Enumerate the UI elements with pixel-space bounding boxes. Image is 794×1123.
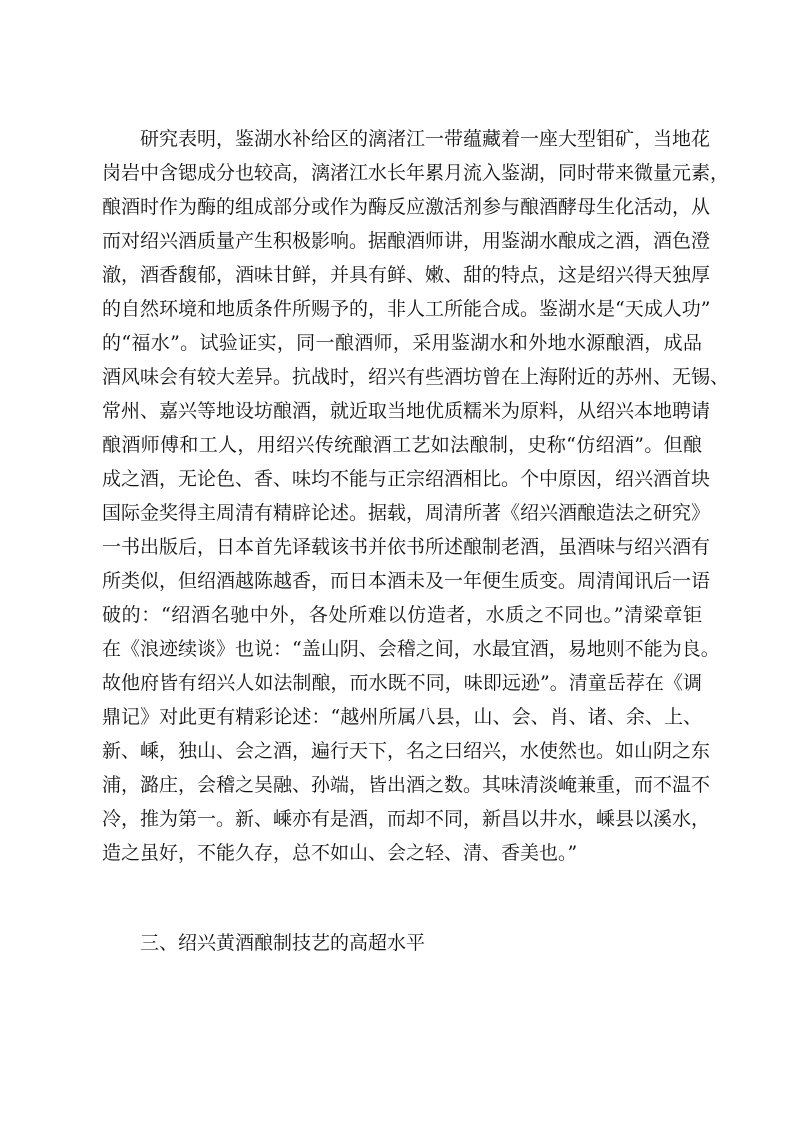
paragraph-line: 澈，酒香馥郁，酒味甘鲜，并具有鲜、嫩、甜的特点，这是绍兴得天独厚 bbox=[102, 264, 711, 286]
paragraph-line: 所类似，但绍酒越陈越香，而日本酒未及一年便生质变。周清闻讯后一语 bbox=[102, 570, 711, 592]
paragraph-line: 鼎记》对此更有精彩论述：“越州所属八县，山、会、肖、诸、余、上、 bbox=[102, 706, 702, 728]
paragraph-line: 造之虽好，不能久存，总不如山、会之轻、清、香美也。” bbox=[102, 842, 578, 864]
paragraph-line: 研究表明，鉴湖水补给区的漓渚江一带蕴藏着一座大型钼矿，当地花 bbox=[140, 128, 711, 150]
paragraph-line: 冷，推为第一。新、嵊亦有是酒，而却不同，新昌以井水，嵊县以溪水， bbox=[102, 808, 711, 830]
paragraph-line: 国际金奖得主周清有精辟论述。据载，周清所著《绍兴酒酿造法之研究》 bbox=[102, 502, 711, 524]
paragraph-line: 在《浪迹续谈》也说：“盖山阴、会稽之间，水最宜酒，易地则不能为良。 bbox=[102, 638, 720, 660]
paragraph-line: 故他府皆有绍兴人如法制酿，而水既不同，味即远逊”。清童岳荐在《调 bbox=[102, 672, 702, 694]
paragraph-line: 酿酒时作为酶的组成部分或作为酶反应激活剂参与酿酒酵母生化活动，从 bbox=[102, 196, 711, 218]
paragraph-line: 破的：“绍酒名驰中外，各处所难以仿造者，水质之不同也。”清梁章钜 bbox=[102, 604, 702, 626]
paragraph-line: 而对绍兴酒质量产生积极影响。据酿酒师讲，用鉴湖水酿成之酒，酒色澄 bbox=[102, 230, 711, 252]
paragraph-line: 新、嵊，独山、会之酒，遍行天下，名之曰绍兴，水使然也。如山阴之东 bbox=[102, 740, 711, 762]
paragraph-line: 浦，潞庄，会稽之吴融、孙端，皆出酒之数。其味清淡崦兼重，而不温不 bbox=[102, 774, 711, 796]
paragraph-line: 酿酒师傅和工人，用绍兴传统酿酒工艺如法酿制，史称“仿绍酒”。但酿 bbox=[102, 434, 702, 456]
paragraph-line: 的“福水”。试验证实，同一酿酒师，采用鉴湖水和外地水源酿酒，成品 bbox=[102, 332, 702, 354]
paragraph-line: 的自然环境和地质条件所赐予的，非人工所能合成。鉴湖水是“天成人功” bbox=[102, 298, 711, 320]
paragraph-line: 酒风味会有较大差异。抗战时，绍兴有些酒坊曾在上海附近的苏州、无锡、 bbox=[102, 366, 730, 388]
paragraph-line: 成之酒，无论色、香、味均不能与正宗绍酒相比。个中原因，绍兴酒首块 bbox=[102, 468, 711, 490]
paragraph-line: 岗岩中含锶成分也较高，漓渚江水长年累月流入鉴湖，同时带来微量元素， bbox=[102, 162, 730, 184]
paragraph-line: 常州、嘉兴等地设坊酿酒，就近取当地优质糯米为原料，从绍兴本地聘请 bbox=[102, 400, 711, 422]
paragraph-line: 一书出版后，日本首先译载该书并依书所述酿制老酒，虽酒味与绍兴酒有 bbox=[102, 536, 711, 558]
section-heading: 三、绍兴黄酒酿制技艺的高超水平 bbox=[140, 932, 426, 954]
